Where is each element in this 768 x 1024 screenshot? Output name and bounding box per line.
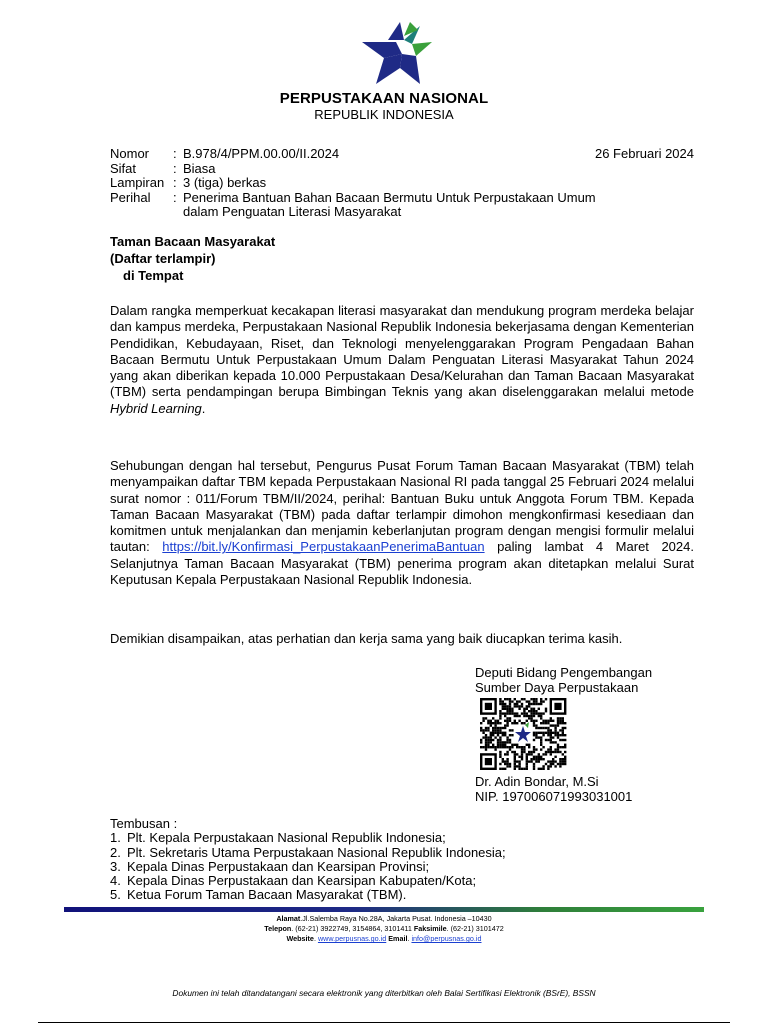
meta-key: Nomor <box>110 146 150 161</box>
body-paragraph-3: Demikian disampaikan, atas perhatian dan kerja sama yang baik diucapkan terima kasih. <box>110 631 623 646</box>
footer-divider <box>64 907 704 912</box>
signatory-nip: NIP. 197006071993031001 <box>475 788 633 804</box>
list-item <box>110 874 506 888</box>
website-label: Website <box>286 934 314 943</box>
qr-code-icon <box>479 698 567 770</box>
list-text: Kepala Dinas Perpustakaan dan Kearsipan Provinsi; <box>127 858 430 874</box>
footer-address <box>64 914 704 924</box>
footer-phone <box>64 924 704 934</box>
meta-value: Biasa <box>183 160 216 176</box>
star-logo-icon <box>360 18 444 86</box>
signature-title-line-2: Sumber Daya Perpustakaan <box>475 679 639 695</box>
meta-key: Lampiran <box>110 175 165 190</box>
website-link[interactable]: www.perpusnas.go.id <box>317 934 387 943</box>
email-sep: . <box>407 934 412 943</box>
email-link[interactable]: info@perpusnas.go.id <box>411 934 482 943</box>
recipient-line-3: di Tempat <box>123 268 184 283</box>
address-label: Alamat <box>276 914 301 923</box>
recipient-line-2: (Daftar terlampir) <box>110 251 216 266</box>
tembusan-block <box>110 817 506 903</box>
meta-value: 3 (tiga) berkas <box>183 175 267 190</box>
list-number: 5. <box>110 887 121 903</box>
recipient-block <box>110 233 275 284</box>
list-number: 1. <box>110 830 121 846</box>
list-number: 2. <box>110 844 121 860</box>
list-number: 3. <box>110 858 121 874</box>
fax-text: . (62-21) 3101472 <box>446 924 504 933</box>
list-item <box>110 831 506 845</box>
phone-text: . (62-21) 3922749, 3154864, 3101411 <box>291 924 414 933</box>
tembusan-list <box>110 831 506 902</box>
email-label: Email <box>386 934 408 943</box>
meta-row-lampiran <box>110 176 694 191</box>
perihal-line-2: dalam Penguatan Literasi Masyarakat <box>183 204 402 219</box>
p1-italic: Hybrid Learning <box>110 400 202 416</box>
p1-text: Dalam rangka memperkuat kecakapan literasi masyarakat dan mendukung program merdeka belajar dan kampus merdeka, Perpustakaan Nasional Republik Indonesia bekerjasama dengan Kementerian Pendidikan, Kebudayaan, Riset, dan Teknologi menyelenggarakan Program Pengadaan Bahan Bacaan Bermutu Untuk Perpustakaan Umum Dalam Penguatan Literasi Masyarakat Tahun 2024 yang akan diberikan kepada 10.000 Perpustakaan Desa/Kelurahan dan Taman Bacaan Masyarakat (TBM) serta pendampingan berupa Bimbingan Teknis yang akan diselenggarakan melalui metode <box>110 303 694 400</box>
meta-row-perihal <box>110 191 694 220</box>
body-paragraph-1 <box>110 303 694 417</box>
list-text: Kepala Dinas Perpustakaan dan Kearsipan Kabupaten/Kota; <box>127 873 477 889</box>
list-number: 4. <box>110 873 121 889</box>
body-paragraph-2 <box>110 458 694 588</box>
meta-colon: : <box>173 189 177 205</box>
meta-row-sifat <box>110 162 694 177</box>
tembusan-heading: Tembusan : <box>110 816 178 831</box>
list-text: Ketua Forum Taman Bacaan Masyarakat (TBM). <box>127 887 407 903</box>
list-text: Plt. Sekretaris Utama Perpustakaan Nasional Republik Indonesia; <box>127 844 506 860</box>
website-sep: . <box>313 934 318 943</box>
meta-colon: : <box>173 175 177 190</box>
list-item <box>110 888 506 902</box>
meta-value <box>183 191 694 220</box>
signatory-name: Dr. Adin Bondar, M.Si <box>475 774 599 789</box>
recipient-line-1: Taman Bacaan Masyarakat <box>110 234 276 249</box>
org-name: PERPUSTAKAAN NASIONAL <box>279 90 489 107</box>
list-item <box>110 846 506 860</box>
confirmation-link[interactable]: https://bit.ly/Konfirmasi_PerpustakaanPenerimaBantuan <box>162 539 485 555</box>
meta-colon: : <box>173 146 177 161</box>
signature-title <box>475 666 652 695</box>
list-text: Plt. Kepala Perpustakaan Nasional Republik Indonesia; <box>127 830 446 846</box>
p2-text: Sehubungan dengan hal tersebut, Pengurus Pusat Forum Taman Bacaan Masyarakat (TBM) telah menyampaikan daftar TBM kepada Perpustakaan Nasional RI pada tanggal 25 Februari 2024 melalui surat nomor : 011/Forum TBM/II/2024, perihal: Bantuan Buku untuk Anggota Forum TBM. Kepada Taman Bacaan Masyarakat (TBM) pada daftar terlampir dimohon mengkonfirmasi kesediaan dan komitmen untuk menjalankan dan menjamin keberlanjutan program dengan mengisi formulir melalui tautan: <box>110 458 694 555</box>
signature-title-line-1: Deputi Bidang Pengembangan <box>475 665 653 680</box>
letter-meta <box>110 147 694 220</box>
perihal-line-1: Penerima Bantuan Bahan Bacaan Bermutu Untuk Perpustakaan Umum <box>183 189 596 205</box>
meta-key: Perihal <box>110 189 151 205</box>
p2-end: paling lambat 4 Maret 2024. Selanjutnya Taman Bacaan Masyarakat (TBM) penerima program akan ditetapkan melalui Surat Keputusan Kepala Perpustakaan Nasional Republik Indonesia. <box>110 539 694 588</box>
bsre-disclaimer: Dokumen ini telah ditandatangani secara elektronik yang diterbitkan oleh Balai Sertifikasi Elektronik (BSrE), BSSN <box>172 988 596 998</box>
letter-date: 26 Februari 2024 <box>594 146 694 161</box>
phone-label: Telepon <box>264 924 292 933</box>
meta-key: Sifat <box>110 160 137 176</box>
list-item <box>110 860 506 874</box>
footer-web <box>64 934 704 944</box>
signature-name-block <box>475 775 632 804</box>
meta-colon: : <box>173 160 177 176</box>
org-subtitle: REPUBLIK INDONESIA <box>314 107 454 122</box>
bottom-rule <box>38 1022 730 1023</box>
p1-end: . <box>201 400 206 416</box>
fax-label: Faksimile <box>413 924 447 933</box>
meta-value: B.978/4/PPM.00.00/II.2024 <box>183 146 340 161</box>
address-text: .Jl.Salemba Raya No.28A, Jakarta Pusat. Indonesia –10430 <box>300 914 492 923</box>
